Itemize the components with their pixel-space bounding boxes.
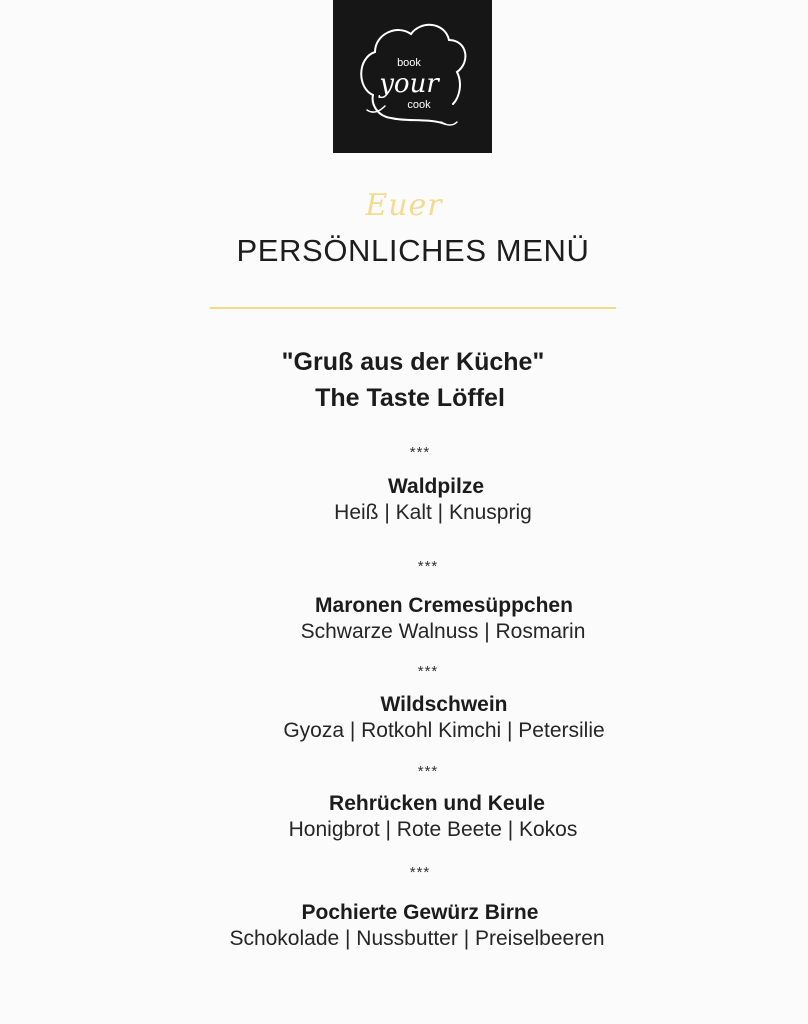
course-name: Pochierte Gewürz Birne (301, 901, 539, 924)
course-details: Gyoza | Rotkohl Kimchi | Petersilie (283, 719, 605, 742)
gold-divider (210, 307, 616, 309)
logo-text-cook: cook (407, 99, 431, 111)
course-name: Wildschwein (380, 693, 508, 716)
greeting-line-1: "Gruß aus der Küche" (281, 348, 545, 376)
chef-hat-icon (333, 0, 492, 153)
course-separator: *** (409, 864, 431, 881)
course-name: Maronen Cremesüppchen (315, 594, 573, 617)
course-separator: *** (417, 763, 439, 780)
course-name: Waldpilze (387, 475, 485, 498)
course-details: Schwarze Walnuss | Rosmarin (300, 620, 586, 643)
greeting-line-2: The Taste Löffel (315, 384, 505, 412)
course-separator: *** (409, 444, 431, 461)
course-name: Rehrücken und Keule (329, 792, 545, 815)
course-separator: *** (417, 663, 439, 680)
course-details: Honigbrot | Rote Beete | Kokos (288, 818, 578, 841)
course-details: Schokolade | Nussbutter | Preiselbeeren (229, 927, 605, 950)
logo-text-book: book (397, 57, 421, 69)
course-separator: *** (417, 558, 439, 575)
header-script-word: Euer (365, 188, 443, 223)
course-details: Heiß | Kalt | Knusprig (334, 501, 532, 524)
logo-text-your: your (379, 69, 439, 99)
page-title: PERSÖNLICHES MENÜ (236, 233, 590, 268)
brand-logo (333, 0, 492, 153)
